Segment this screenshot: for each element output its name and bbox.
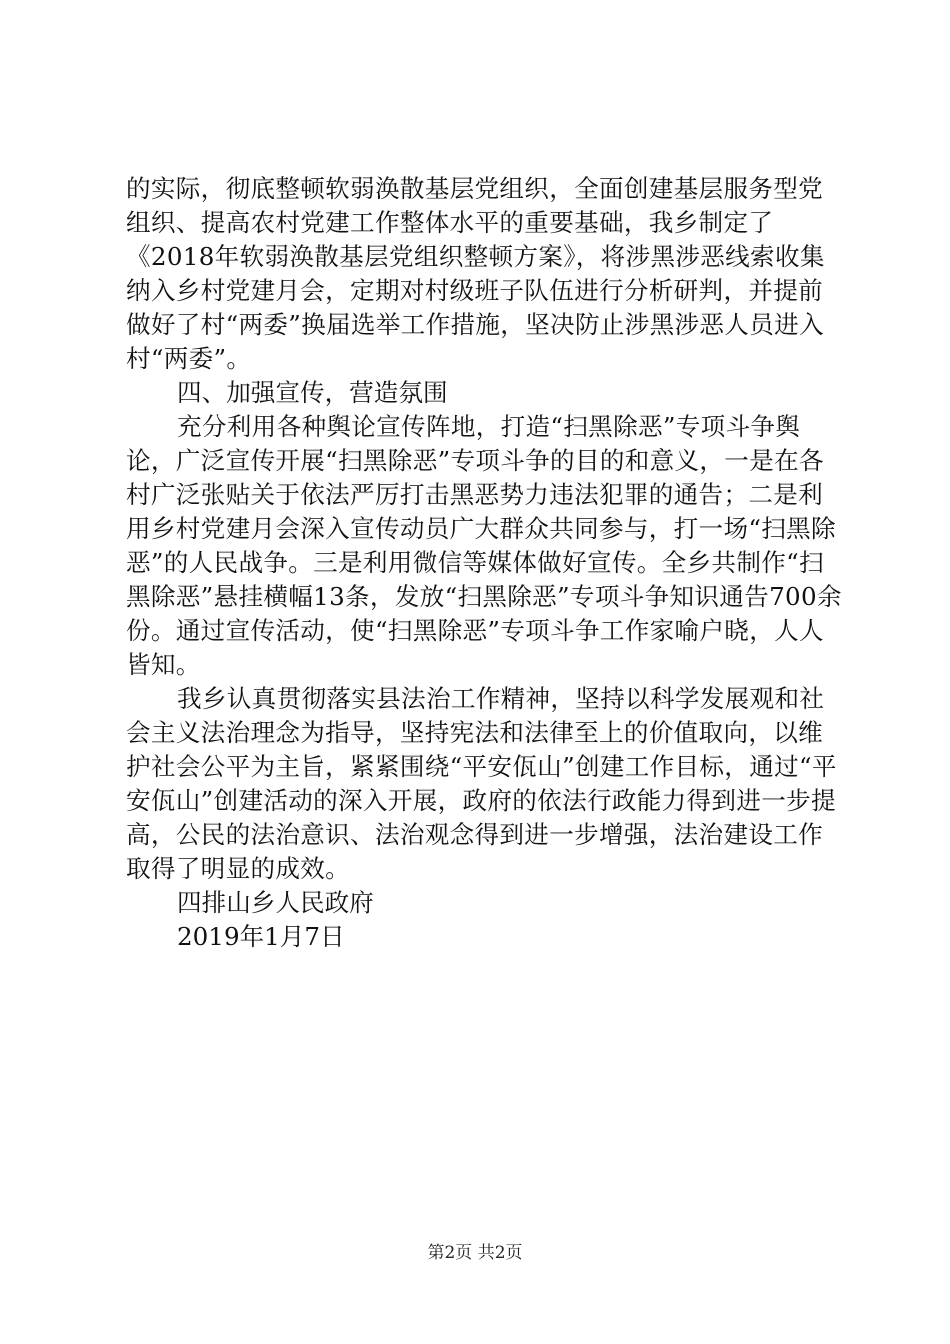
- paragraph-rule-of-law: 我乡认真贯彻落实县法治工作精神，坚持以科学发展观和社会主义法治理念为指导，坚持宪法和法律至上的价值取向，以维护社会公平为主旨，紧紧围绕“平安佤山”创建工作目标，通过“平安佤山”创建活动的深入开展，政府的依法行政能力得到进一步提高，公民的法治意识、法治观念得到进一步增强，法治建设工作取得了明显的成效。: [126, 684, 837, 883]
- paragraph-publicity: 充分利用各种舆论宣传阵地，打造“扫黑除恶”专项斗争舆论，广泛宣传开展“扫黑除恶”专项斗争的目的和意义，一是在各村广泛张贴关于依法严厉打击黑恶势力违法犯罪的通告；二是利用乡村党建月会深入宣传动员广大群众共同参与，打一场“扫黑除恶”的人民战争。三是利用微信等媒体做好宣传。全乡共制作“扫黑除恶”悬挂横幅13条，发放“扫黑除恶”专项斗争知识通告700余份。通过宣传活动，使“扫黑除恶”专项斗争工作家喻户晓，人人皆知。: [126, 412, 842, 679]
- page-number-footer: 第2页 共2页: [427, 1243, 523, 1263]
- paragraph-continuation: 的实际，彻底整顿软弱涣散基层党组织，全面创建基层服务型党组织、提高农村党建工作整体水平的重要基础，我乡制定了《2018年软弱涣散基层党组织整顿方案》，将涉黑涉恶线索收集纳入乡村党建月会，定期对村级班子队伍进行分析研判，并提前做好了村“两委”换届选举工作措施，坚决防止涉黑涉恶人员进入村“两委”。: [126, 174, 825, 373]
- signature-organization: 四排山乡人民政府: [177, 888, 374, 917]
- document-body: [126, 172, 842, 954]
- section-heading-4: 四、加强宣传，营造氛围: [177, 378, 448, 407]
- signature-date: 2019年1月7日: [177, 922, 345, 951]
